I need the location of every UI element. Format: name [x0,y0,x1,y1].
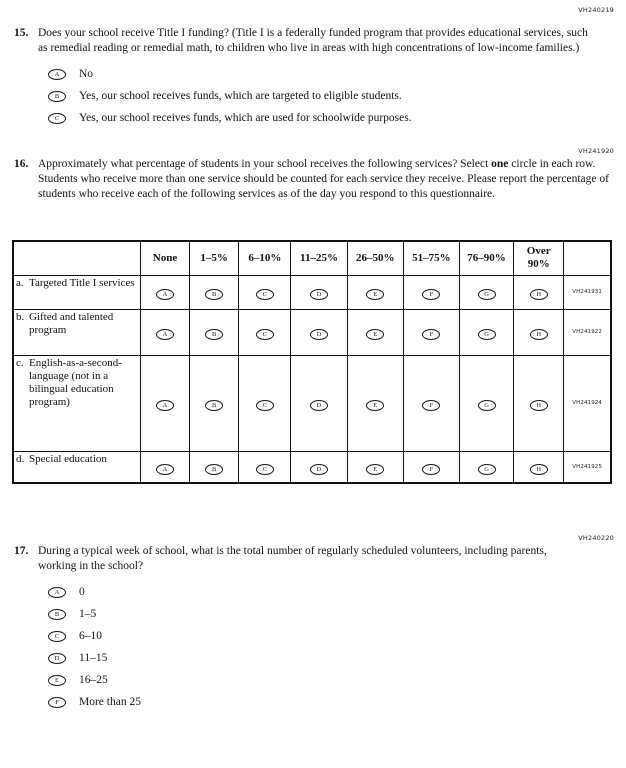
answer-oval[interactable]: F [48,697,66,708]
answer-oval[interactable]: G [478,464,496,475]
answer-oval[interactable]: G [478,289,496,300]
services-table [12,240,612,484]
table-cell [403,355,459,451]
answer-label: 1–5 [79,608,97,620]
table-cell [459,355,513,451]
column-header-over-90: Over 90% [514,241,564,275]
answer-oval[interactable]: H [530,329,548,340]
answer-oval[interactable]: A [48,587,66,598]
table-cell [239,451,291,483]
row-text: Targeted Title I services [29,276,135,289]
answer-oval[interactable]: B [48,609,66,620]
answer-oval[interactable]: A [156,400,174,411]
table-cell [347,309,403,355]
table-cell [140,355,189,451]
row-text: English-as-a-second-language (not in a bilingual education program) [29,356,122,408]
question-15-text: Does your school receive Title I funding? (Title I is a federally funded program that provides educational services, such as remedial reading or remedial math, to children who live in areas with high concentrations of low-income families.) [38,27,588,54]
answer-oval[interactable]: A [48,69,66,80]
row-text: Gifted and talented program [29,310,114,336]
answer-oval[interactable]: G [478,329,496,340]
table-cell [239,275,291,309]
answer-oval[interactable]: E [366,464,384,475]
row-code: VH241931 [564,275,611,309]
table-cell [514,309,564,355]
question-16 [14,157,616,202]
answer-option[interactable] [48,696,616,709]
row-letter: d. [16,452,25,465]
question-16-text-part2: circle in each row. Students who receive more than one service should be counted for each service they receive. Please report the percentage of students who receive each of the following services as of the day you respond to this questionnaire. [38,158,609,200]
answer-oval[interactable]: E [366,329,384,340]
table-cell [140,275,189,309]
form-code-q16: VH241920 [578,147,614,155]
answer-oval[interactable]: D [310,289,328,300]
answer-oval[interactable]: H [530,289,548,300]
row-letter: b. [16,310,25,323]
answer-option[interactable] [48,608,616,621]
answer-oval[interactable]: C [256,464,274,475]
question-16-number: 16. [14,158,29,170]
answer-oval[interactable]: D [48,653,66,664]
answer-oval[interactable]: B [48,91,66,102]
answer-oval[interactable]: B [205,400,223,411]
answer-oval[interactable]: C [256,400,274,411]
question-15-number: 15. [14,27,29,39]
question-17 [14,544,616,574]
answer-oval[interactable]: A [156,464,174,475]
answer-oval[interactable]: F [422,289,440,300]
row-code: VH241922 [564,309,611,355]
answer-oval[interactable]: B [205,329,223,340]
question-16-text-part1: Approximately what percentage of students in your school receives the following services? Select [38,158,489,170]
row-label [13,451,140,483]
row-label [13,309,140,355]
form-code-q15: VH240219 [578,6,614,14]
answer-label: 0 [79,586,85,598]
question-16-text-bold: one [491,158,509,170]
table-cell [403,275,459,309]
answer-oval[interactable]: D [310,464,328,475]
answer-option[interactable] [48,630,616,643]
answer-option[interactable] [48,674,616,687]
row-code: VH241924 [564,355,611,451]
answer-oval[interactable]: F [422,400,440,411]
answer-option[interactable] [48,652,616,665]
answer-oval[interactable]: G [478,400,496,411]
table-cell [291,355,347,451]
answer-oval[interactable]: C [48,113,66,124]
table-cell [190,355,239,451]
column-header-26-50: 26–50% [347,241,403,275]
column-header-51-75: 51–75% [403,241,459,275]
table-cell [347,275,403,309]
row-label [13,275,140,309]
answer-label: No [79,68,94,80]
table-cell [514,275,564,309]
answer-oval[interactable]: B [205,464,223,475]
code-column-header [564,241,611,275]
answer-oval[interactable]: C [48,631,66,642]
table-cell [347,451,403,483]
table-cell [190,309,239,355]
question-15-options [48,68,616,125]
table-cell [239,355,291,451]
answer-label: More than 25 [79,696,141,708]
table-cell [190,451,239,483]
table-cell [291,309,347,355]
row-letter: a. [16,276,24,289]
answer-option[interactable] [48,586,616,599]
answer-oval[interactable]: D [310,329,328,340]
table-row-d [13,451,611,483]
corner-cell [13,241,140,275]
table-cell [514,355,564,451]
question-16-text [38,157,616,202]
table-cell [459,275,513,309]
column-header-6-10: 6–10% [239,241,291,275]
answer-oval[interactable]: A [156,289,174,300]
table-cell [459,309,513,355]
answer-oval[interactable]: D [310,400,328,411]
answer-option[interactable] [48,112,616,125]
table-header-row [13,241,611,275]
column-header-76-90: 76–90% [459,241,513,275]
table-cell [459,451,513,483]
column-header-none: None [140,241,189,275]
answer-label: Yes, our school receives funds, which are used for schoolwide purposes. [79,112,412,124]
table-cell [239,309,291,355]
answer-oval[interactable]: E [366,289,384,300]
row-label [13,355,140,451]
answer-option[interactable] [48,68,616,81]
question-17-text: During a typical week of school, what is the total number of regularly scheduled volunteers, including parents, working in the school? [38,545,547,572]
table-cell [140,451,189,483]
question-17-number: 17. [14,545,29,557]
row-code: VH241925 [564,451,611,483]
answer-oval[interactable]: F [422,464,440,475]
table-row-b [13,309,611,355]
answer-oval[interactable]: A [156,329,174,340]
answer-oval[interactable]: H [530,464,548,475]
question-17-options [48,586,616,709]
answer-oval[interactable]: E [48,675,66,686]
table-cell [514,451,564,483]
answer-oval[interactable]: F [422,329,440,340]
row-text: Special education [29,452,107,465]
answer-oval[interactable]: H [530,400,548,411]
answer-label: 6–10 [79,630,102,642]
answer-label: 11–15 [79,652,108,664]
table-cell [291,451,347,483]
table-cell [403,309,459,355]
table-cell [291,275,347,309]
row-letter: c. [16,356,24,369]
answer-oval[interactable]: E [366,400,384,411]
question-15 [14,26,616,56]
column-header-1-5: 1–5% [190,241,239,275]
answer-oval[interactable]: C [256,329,274,340]
answer-oval[interactable]: B [205,289,223,300]
answer-label: Yes, our school receives funds, which are targeted to eligible students. [79,90,402,102]
table-cell [347,355,403,451]
table-row-a [13,275,611,309]
form-code-q17: VH240220 [578,534,614,542]
table-row-c [13,355,611,451]
table-cell [403,451,459,483]
answer-label: 16–25 [79,674,108,686]
table-cell [140,309,189,355]
column-header-11-25: 11–25% [291,241,347,275]
answer-oval[interactable]: C [256,289,274,300]
table-cell [190,275,239,309]
answer-option[interactable] [48,90,616,103]
